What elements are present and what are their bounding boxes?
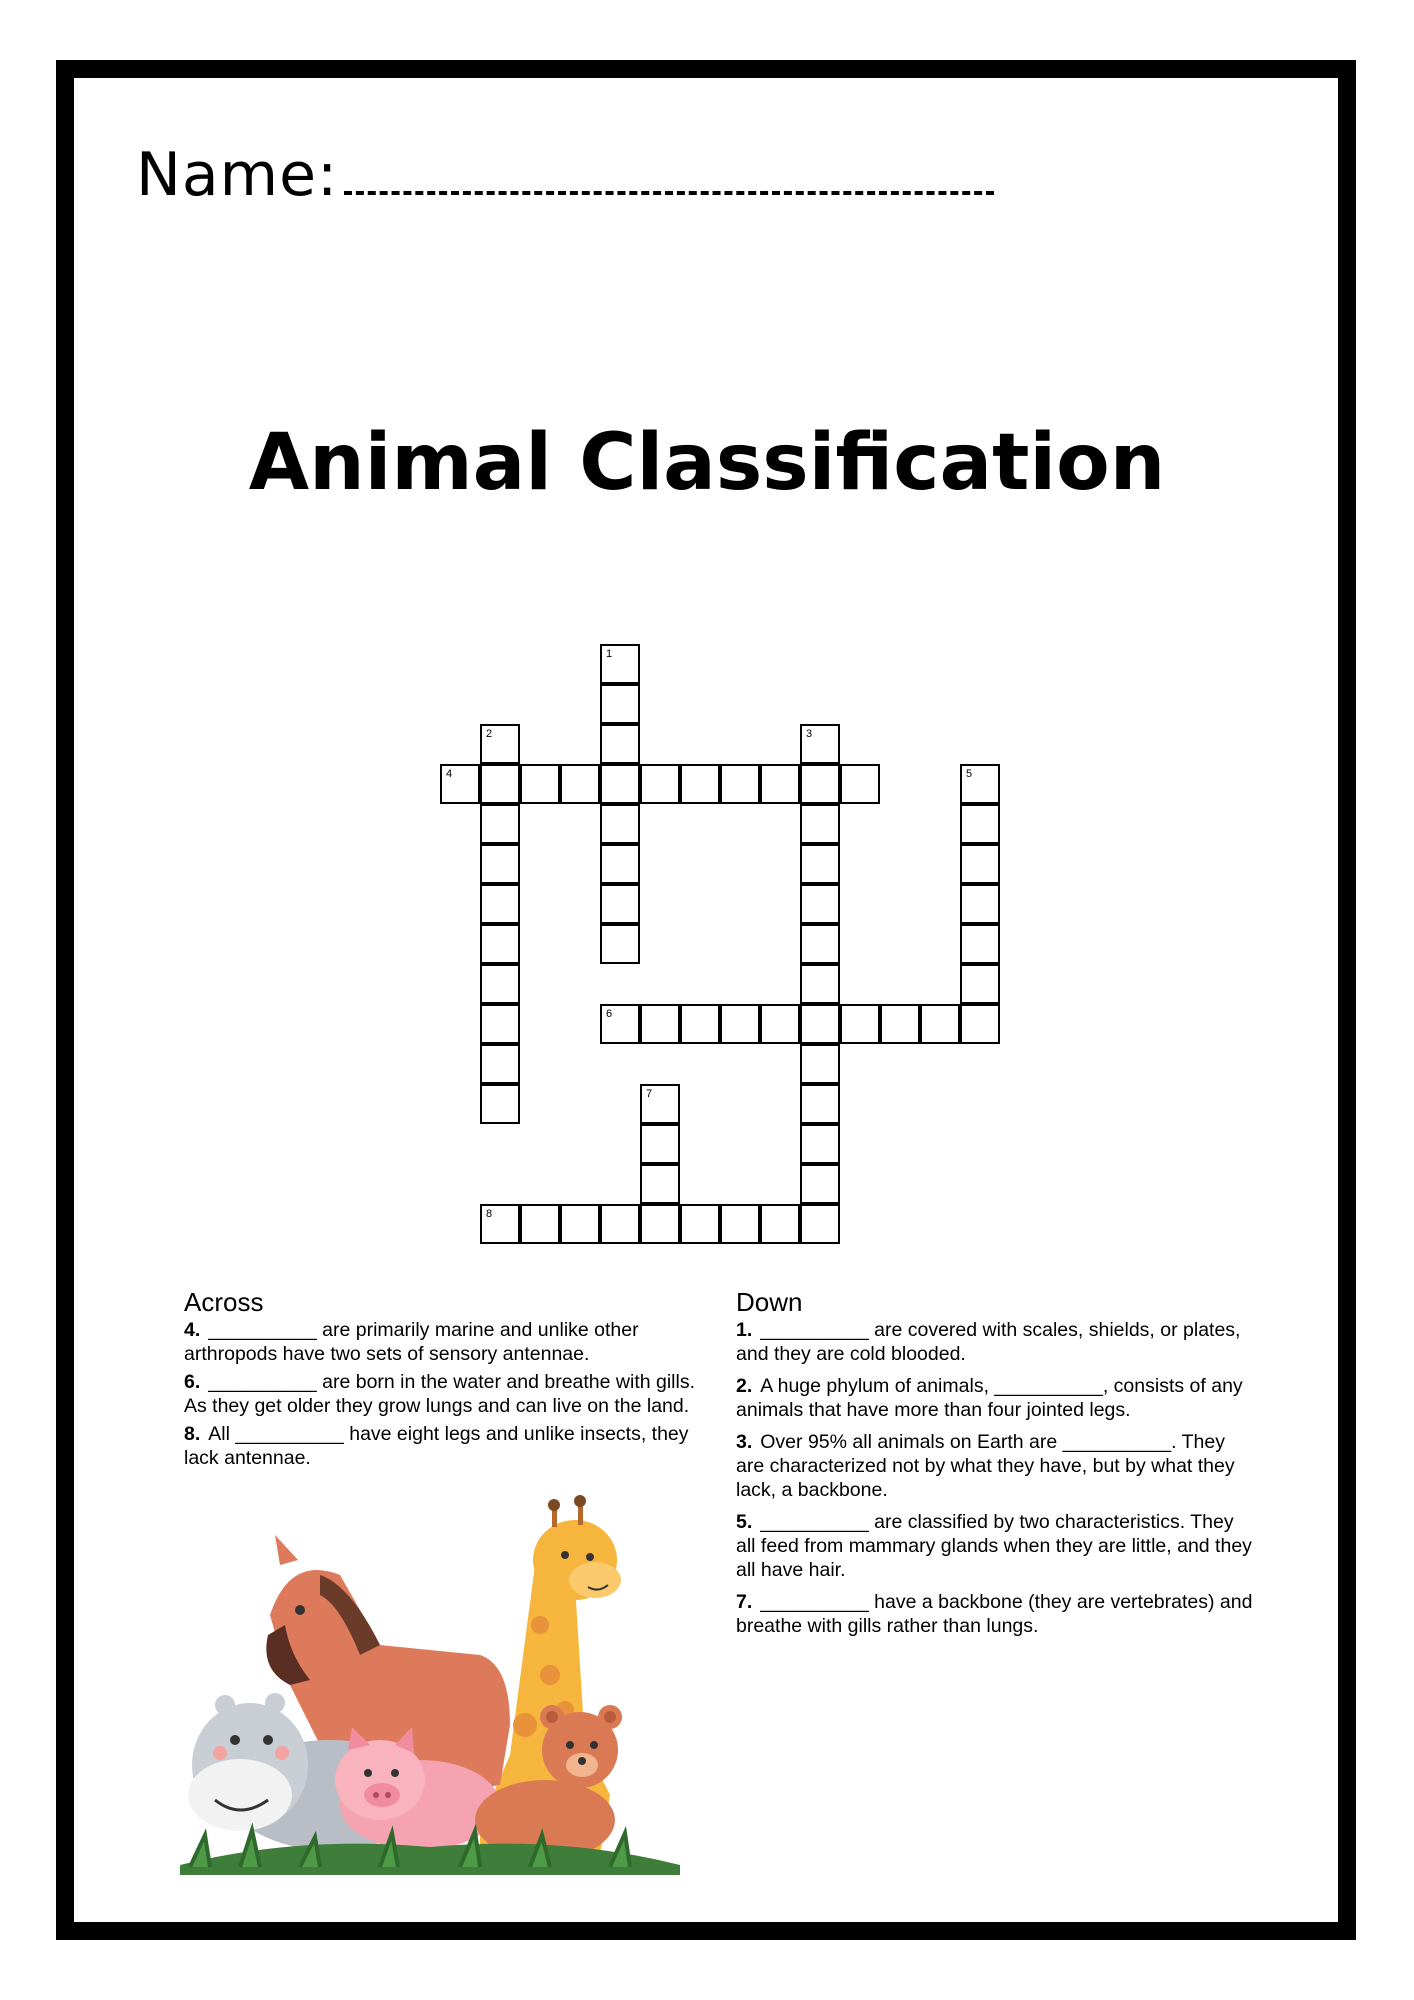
clue-number-label: 7: [646, 1088, 653, 1100]
name-label: Name:: [136, 140, 339, 210]
crossword-cell[interactable]: [960, 924, 1000, 964]
clue-text: Over 95% all animals on Earth are __________. They are characterized not by what they have, but by what they lack, a backbone.: [736, 1431, 1235, 1501]
crossword-cell[interactable]: [480, 1004, 520, 1044]
page-title: Animal Classification: [248, 418, 1166, 508]
across-clue-4: [184, 1318, 704, 1366]
clue-number: 4.: [184, 1319, 201, 1341]
crossword-cell[interactable]: [480, 844, 520, 884]
crossword-cell[interactable]: [480, 1084, 520, 1124]
crossword-cell[interactable]: [840, 1004, 880, 1044]
crossword-cell[interactable]: [680, 764, 720, 804]
crossword-cell[interactable]: [520, 764, 560, 804]
crossword-cell[interactable]: [800, 1204, 840, 1244]
crossword-cell[interactable]: [560, 1204, 600, 1244]
crossword-cell[interactable]: [560, 764, 600, 804]
clue-number: 1.: [736, 1319, 753, 1341]
crossword-cell[interactable]: [520, 1204, 560, 1244]
crossword-cell[interactable]: [680, 1004, 720, 1044]
crossword-cell[interactable]: [960, 764, 1000, 804]
crossword-cell[interactable]: [800, 964, 840, 1004]
clue-number: 8.: [184, 1423, 201, 1445]
clue-number-label: 4: [446, 768, 453, 780]
down-heading: Down: [736, 1287, 803, 1317]
crossword-cell[interactable]: [640, 1084, 680, 1124]
crossword-cell[interactable]: [600, 644, 640, 684]
crossword-cell[interactable]: [800, 1044, 840, 1084]
down-clue-3: [736, 1430, 1256, 1502]
clue-text: __________ have a backbone (they are vertebrates) and breathe with gills rather than lungs.: [736, 1591, 1253, 1637]
crossword-cell[interactable]: [480, 1044, 520, 1084]
crossword-cell[interactable]: [720, 1204, 760, 1244]
crossword-cell[interactable]: [720, 1004, 760, 1044]
down-clue-7: [736, 1590, 1256, 1638]
clue-number-label: 6: [606, 1008, 613, 1020]
crossword-cell[interactable]: [480, 1204, 520, 1244]
crossword-cell[interactable]: [800, 924, 840, 964]
clue-text: __________ are primarily marine and unlike other arthropods have two sets of sensory antennae.: [184, 1319, 639, 1365]
clue-text: __________ are born in the water and breathe with gills. As they get older they grow lungs and can live on the land.: [184, 1371, 696, 1417]
crossword-cell[interactable]: [600, 1204, 640, 1244]
crossword-cell[interactable]: [600, 804, 640, 844]
crossword-cell[interactable]: [600, 764, 640, 804]
crossword-cell[interactable]: [600, 724, 640, 764]
crossword-cell[interactable]: [600, 1004, 640, 1044]
clue-number: 2.: [736, 1375, 753, 1397]
crossword-cell[interactable]: [800, 1084, 840, 1124]
clue-number-label: 5: [966, 768, 973, 780]
across-heading: Across: [184, 1287, 264, 1317]
crossword-cell[interactable]: [600, 884, 640, 924]
crossword-cell[interactable]: [800, 724, 840, 764]
animals-illustration: [180, 1495, 680, 1875]
crossword-cell[interactable]: [960, 1004, 1000, 1044]
clue-number-label: 8: [486, 1208, 493, 1220]
crossword-cell[interactable]: [480, 924, 520, 964]
name-blank-line[interactable]: [344, 191, 994, 195]
crossword-cell[interactable]: [480, 764, 520, 804]
crossword-cell[interactable]: [640, 1124, 680, 1164]
crossword-cell[interactable]: [800, 884, 840, 924]
clue-number: 6.: [184, 1371, 201, 1393]
crossword-cell[interactable]: [640, 1204, 680, 1244]
crossword-cell[interactable]: [800, 1124, 840, 1164]
crossword-cell[interactable]: [960, 804, 1000, 844]
crossword-cell[interactable]: [760, 1004, 800, 1044]
clue-number: 5.: [736, 1511, 753, 1533]
down-clue-1: [736, 1318, 1256, 1366]
crossword-cell[interactable]: [760, 1204, 800, 1244]
crossword-cell[interactable]: [720, 764, 760, 804]
down-clues: [736, 1287, 1256, 1646]
clue-text: __________ are covered with scales, shields, or plates, and they are cold blooded.: [736, 1319, 1241, 1365]
crossword-cell[interactable]: [600, 684, 640, 724]
crossword-cell[interactable]: [640, 1004, 680, 1044]
crossword-cell[interactable]: [760, 764, 800, 804]
crossword-cell[interactable]: [600, 844, 640, 884]
crossword-cell[interactable]: [800, 804, 840, 844]
crossword-cell[interactable]: [960, 884, 1000, 924]
across-clue-8: [184, 1422, 704, 1470]
crossword-cell[interactable]: [600, 924, 640, 964]
clue-text: A huge phylum of animals, __________, consists of any animals that have more than four jointed legs.: [736, 1375, 1243, 1421]
crossword-cell[interactable]: [800, 1004, 840, 1044]
crossword-cell[interactable]: [840, 764, 880, 804]
crossword-cell[interactable]: [960, 844, 1000, 884]
clue-text: All __________ have eight legs and unlike insects, they lack antennae.: [184, 1423, 689, 1469]
down-clue-5: [736, 1510, 1256, 1582]
crossword-cell[interactable]: [480, 964, 520, 1004]
crossword-cell[interactable]: [920, 1004, 960, 1044]
crossword-cell[interactable]: [480, 804, 520, 844]
crossword-cell[interactable]: [800, 844, 840, 884]
crossword-cell[interactable]: [480, 724, 520, 764]
name-field[interactable]: [136, 140, 994, 210]
clue-number-label: 2: [486, 728, 493, 740]
crossword-cell[interactable]: [680, 1204, 720, 1244]
crossword-cell[interactable]: [480, 884, 520, 924]
crossword-cell[interactable]: [960, 964, 1000, 1004]
clue-number: 3.: [736, 1431, 753, 1453]
across-clues: [184, 1287, 704, 1474]
clue-number: 7.: [736, 1591, 753, 1613]
crossword-cell[interactable]: [800, 1164, 840, 1204]
crossword-cell[interactable]: [440, 764, 480, 804]
crossword-cell[interactable]: [880, 1004, 920, 1044]
clue-text: __________ are classified by two characteristics. They all feed from mammary glands when they are little, and they all have hair.: [736, 1511, 1252, 1581]
clue-number-label: 1: [606, 648, 613, 660]
clue-number-label: 3: [806, 728, 813, 740]
crossword-cell[interactable]: [640, 1164, 680, 1204]
crossword-cell[interactable]: [800, 764, 840, 804]
across-clue-6: [184, 1370, 704, 1418]
crossword-cell[interactable]: [640, 764, 680, 804]
down-clue-2: [736, 1374, 1256, 1422]
